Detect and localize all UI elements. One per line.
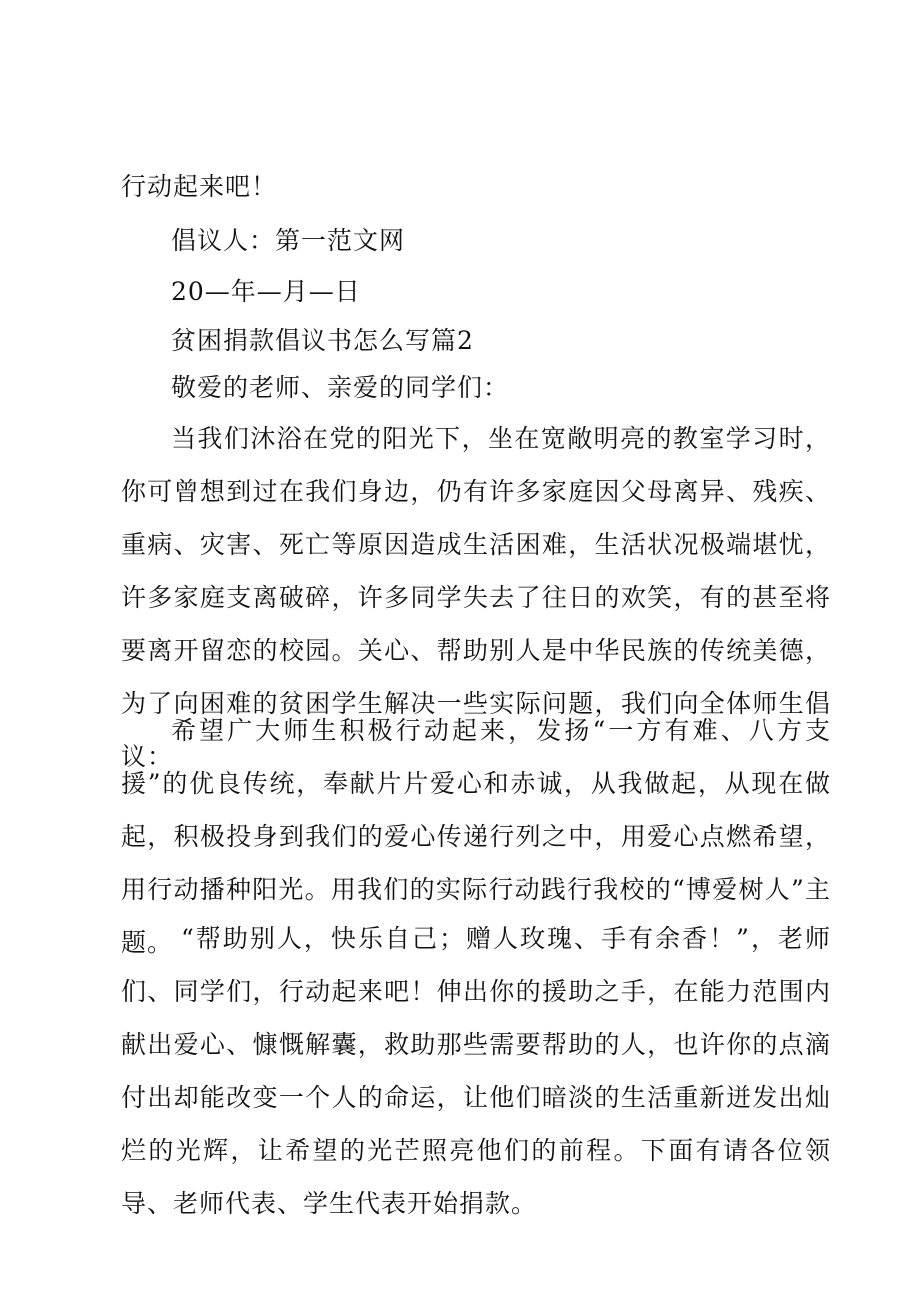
closing-line: 行动起来吧！ <box>121 172 278 201</box>
signer-line: 倡议人：第一范文网 <box>171 226 406 255</box>
body-paragraph-3: “帮助别人，快乐自己；赠人玫瑰、手有余香！”，老师们、同学们，行动起来吧！伸出你的援助之手，在能力范围内献出爱心、慷慨解囊，救助那些需要帮助的人，也许你的点滴付出却能改变一个人的命运，让他们暗淡的生活重新迸发出灿烂的光辉，让希望的光芒照亮他们的前程。下面有请各位领导、老师代表、学生代表开始捐款。 <box>121 924 831 1218</box>
greeting-line: 敬爱的老师、亲爱的同学们： <box>171 373 510 402</box>
section-title: 贫困捐款倡议书怎么写篇2 <box>171 326 474 355</box>
date-line: 20—年—月—日 <box>171 277 361 306</box>
body-paragraph-1: 当我们沐浴在党的阳光下，坐在宽敞明亮的教室学习时，你可曾想到过在我们身边，仍有许多家庭因父母离异、残疾、重病、灾害、死亡等原因造成生活困难，生活状况极端堪忧，许多家庭支离破碎，许多同学失去了往日的欢笑，有的甚至将要离开留恋的校园。关心、帮助别人是中华民族的传统美德，为了向困难的贫困学生解决一些实际问题，我们向全体师生倡议： <box>121 424 831 771</box>
body-paragraph-2: 希望广大师生积极行动起来，发扬“一方有难、八方支援”的优良传统，奉献片片爱心和赤诚，从我做起，从现在做起，积极投身到我们的爱心传递行列之中，用爱心点燃希望，用行动播种阳光。用我们的实际行动践行我校的“博爱树人”主题。 <box>121 716 831 957</box>
